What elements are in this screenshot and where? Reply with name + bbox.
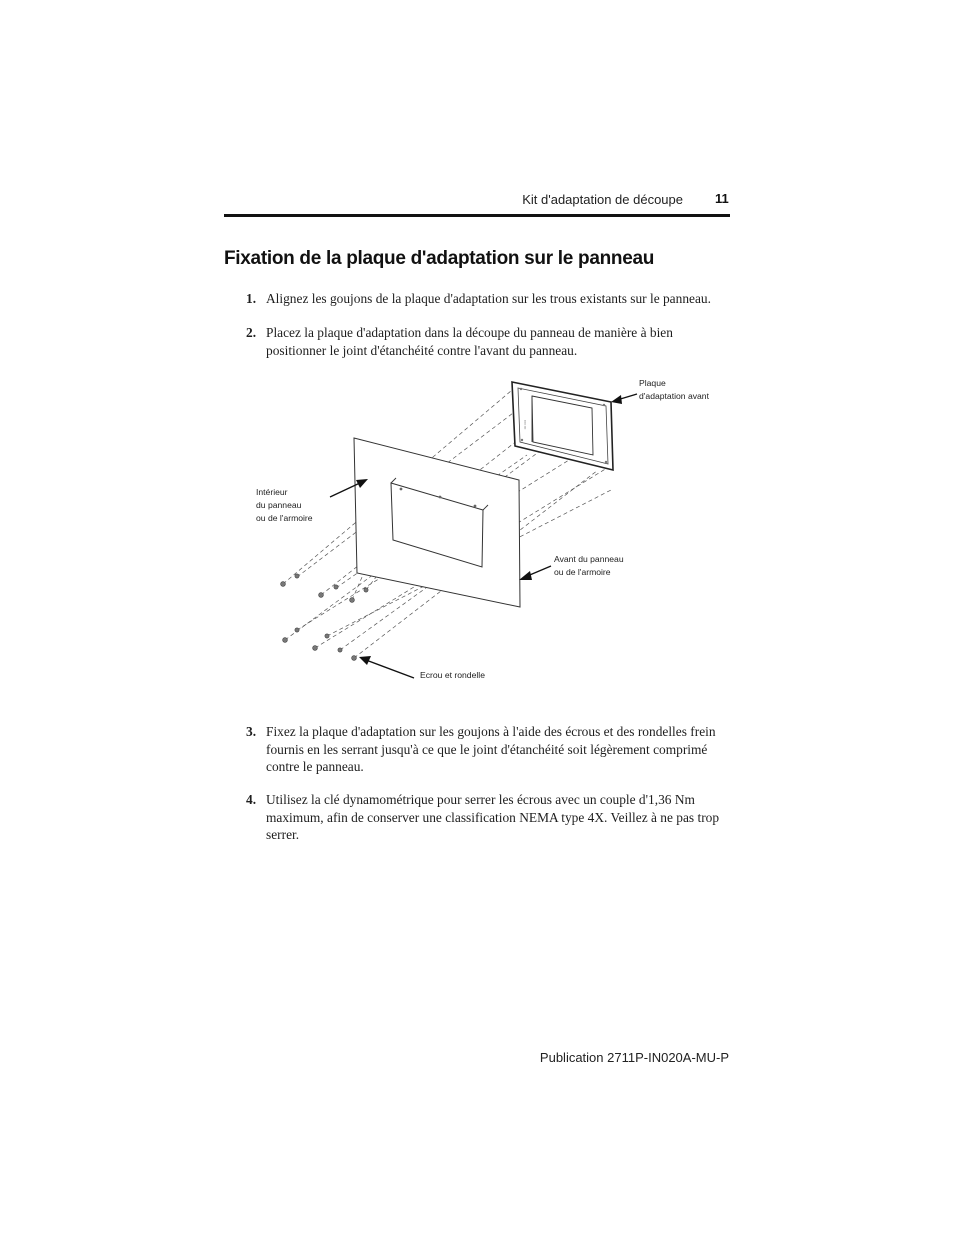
step-text: Placez la plaque d'adaptation dans la découpe du panneau de manière à bien positionner le joint d'étanchéité contre l'avant du panneau. <box>266 325 673 358</box>
step-number: 4. <box>246 792 257 807</box>
label-interieur-line3: ou de l'armoire <box>256 513 313 523</box>
step-number: 3. <box>246 724 257 739</box>
step-3 <box>246 723 731 776</box>
running-header-title: Kit d'adaptation de découpe <box>522 192 683 207</box>
step-text: Fixez la plaque d'adaptation sur les goujons à l'aide des écrous et des rondelles frein fournis en les serrant jusqu'à ce que le joint d'étanchéité soit légèrement comprimé contre le panneau. <box>266 724 716 774</box>
section-title: Fixation de la plaque d'adaptation sur le panneau <box>224 248 655 269</box>
page-number: 11 <box>715 191 729 206</box>
front-bezel <box>512 382 613 470</box>
label-ecrou: Ecrou et rondelle <box>420 670 485 680</box>
label-avant-line2: ou de l'armoire <box>554 567 611 577</box>
label-plaque: Plaque <box>639 378 666 388</box>
step-text: Alignez les goujons de la plaque d'adaptation sur les trous existants sur le panneau. <box>266 291 711 306</box>
label-interieur-line2: du panneau <box>256 500 302 510</box>
label-avant: Avant du panneau <box>554 554 624 564</box>
step-4 <box>246 791 731 844</box>
step-text: Utilisez la clé dynamométrique pour serrer les écrous avec un couple d'1,36 Nm maximum, afin de conserver une classification NEMA type 4X. Veillez à ne pas trop serrer. <box>266 792 720 842</box>
step-number: 1. <box>246 291 257 306</box>
step-number: 2. <box>246 325 257 340</box>
label-interieur: Intérieur <box>256 487 288 497</box>
svg-text:▪▪▪▪ ▪▪▪: ▪▪▪▪ ▪▪▪ <box>523 420 527 430</box>
label-plaque-line2: d'adaptation avant <box>639 391 709 401</box>
nuts-and-washers <box>281 574 369 660</box>
publication-footer: Publication 2711P-IN020A-MU-P <box>539 1050 729 1065</box>
